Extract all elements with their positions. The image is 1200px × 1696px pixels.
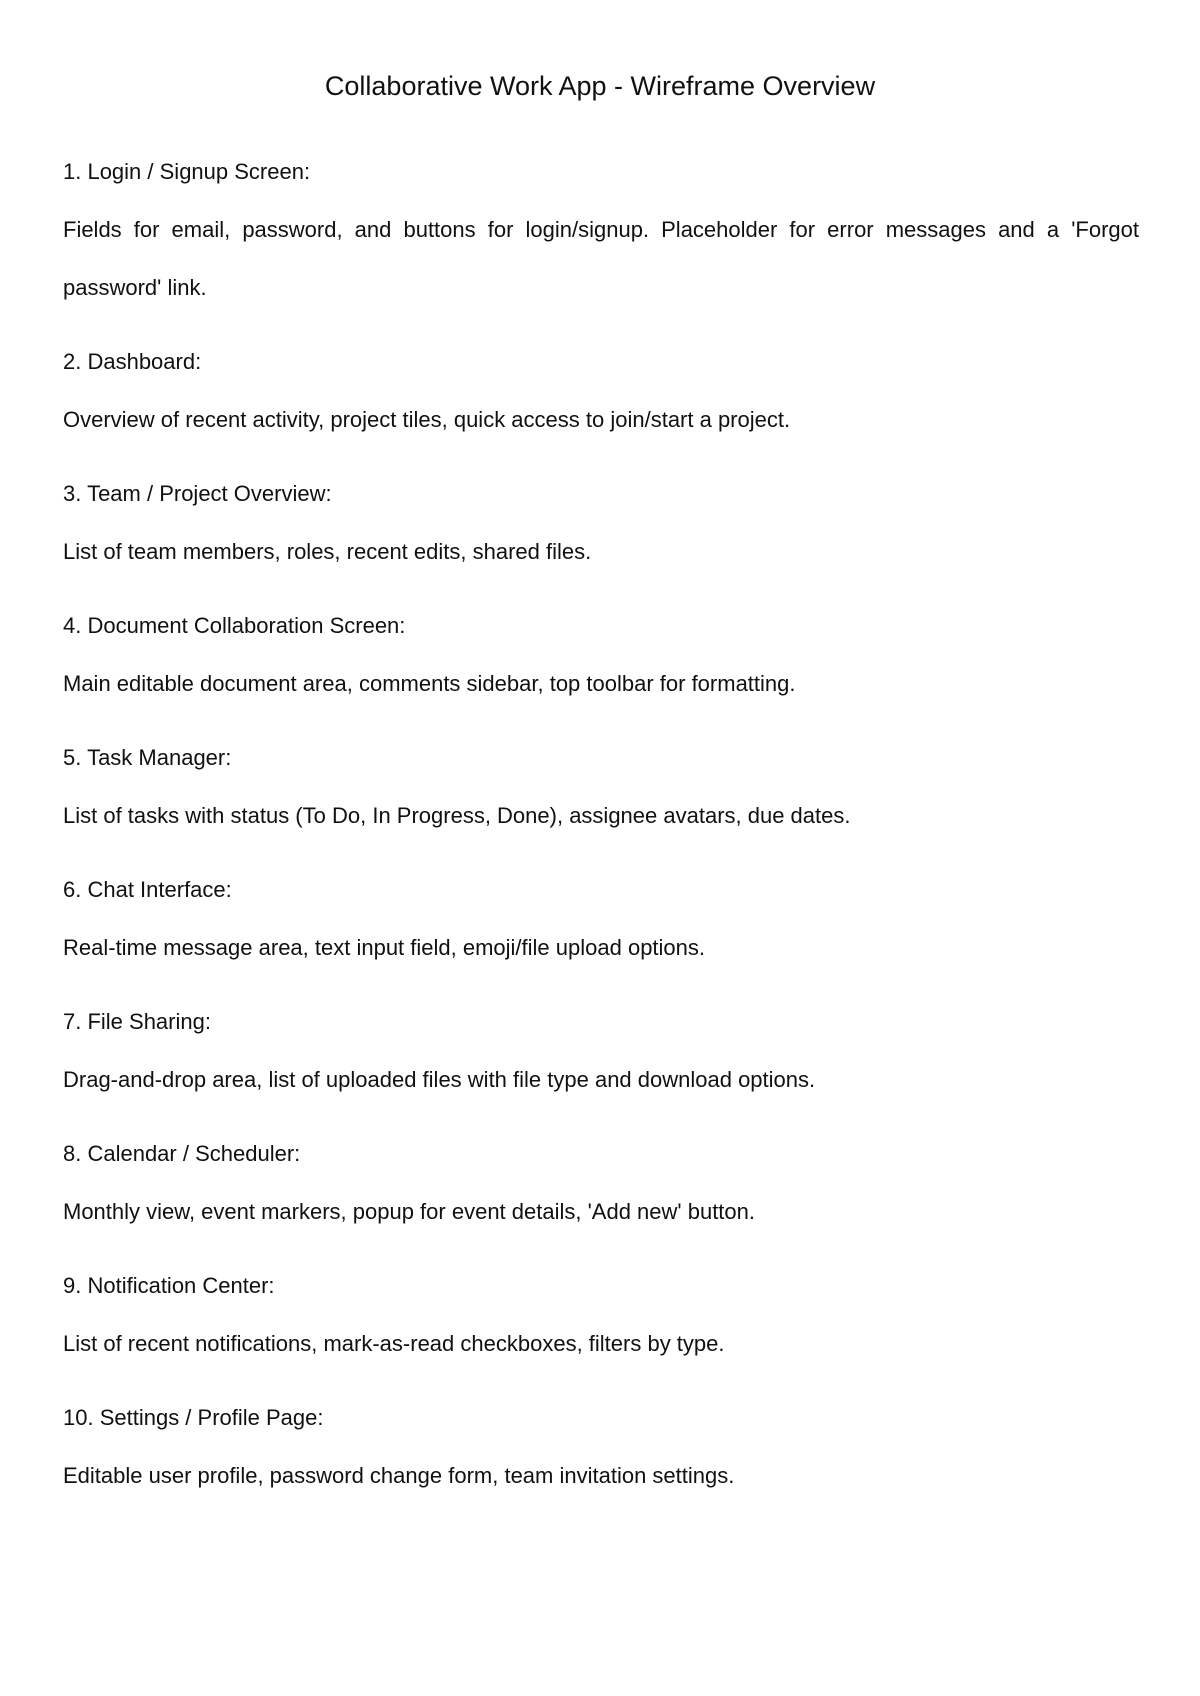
section-description: List of team members, roles, recent edits, shared files. (63, 539, 592, 564)
section-description: Drag-and-drop area, list of uploaded files with file type and download options. (63, 1067, 816, 1092)
section-team-project-overview (63, 477, 1139, 581)
section-description: Editable user profile, password change form, team invitation settings. (63, 1463, 735, 1488)
section-description: Fields for email, password, and buttons for login/signup. Placeholder for error messages and a 'Forgot password' link. (63, 217, 1139, 300)
section-description: Overview of recent activity, project tiles, quick access to join/start a project. (63, 407, 791, 432)
section-heading: 10. Settings / Profile Page: (63, 1405, 324, 1430)
section-notification-center (63, 1269, 1139, 1373)
section-login-signup (63, 155, 1139, 317)
section-task-manager (63, 741, 1139, 845)
section-description: Main editable document area, comments sidebar, top toolbar for formatting. (63, 671, 796, 696)
section-dashboard (63, 345, 1139, 449)
section-heading: 1. Login / Signup Screen: (63, 159, 311, 184)
section-heading: 5. Task Manager: (63, 745, 232, 770)
section-list (63, 155, 1139, 1533)
section-description: Real-time message area, text input field, emoji/file upload options. (63, 935, 706, 960)
section-description: List of tasks with status (To Do, In Progress, Done), assignee avatars, due dates. (63, 803, 851, 828)
section-calendar-scheduler (63, 1137, 1139, 1241)
section-description: Monthly view, event markers, popup for event details, 'Add new' button. (63, 1199, 756, 1224)
section-heading: 9. Notification Center: (63, 1273, 275, 1298)
section-description: List of recent notifications, mark-as-read checkboxes, filters by type. (63, 1331, 725, 1356)
document-title: Collaborative Work App - Wireframe Overview (324, 71, 876, 101)
section-heading: 2. Dashboard: (63, 349, 202, 374)
section-heading: 3. Team / Project Overview: (63, 481, 332, 506)
section-settings-profile (63, 1401, 1139, 1505)
section-heading: 6. Chat Interface: (63, 877, 232, 902)
section-heading: 7. File Sharing: (63, 1009, 211, 1034)
section-document-collaboration (63, 609, 1139, 713)
section-heading: 8. Calendar / Scheduler: (63, 1141, 301, 1166)
section-heading: 4. Document Collaboration Screen: (63, 613, 406, 638)
section-chat-interface (63, 873, 1139, 977)
section-file-sharing (63, 1005, 1139, 1109)
